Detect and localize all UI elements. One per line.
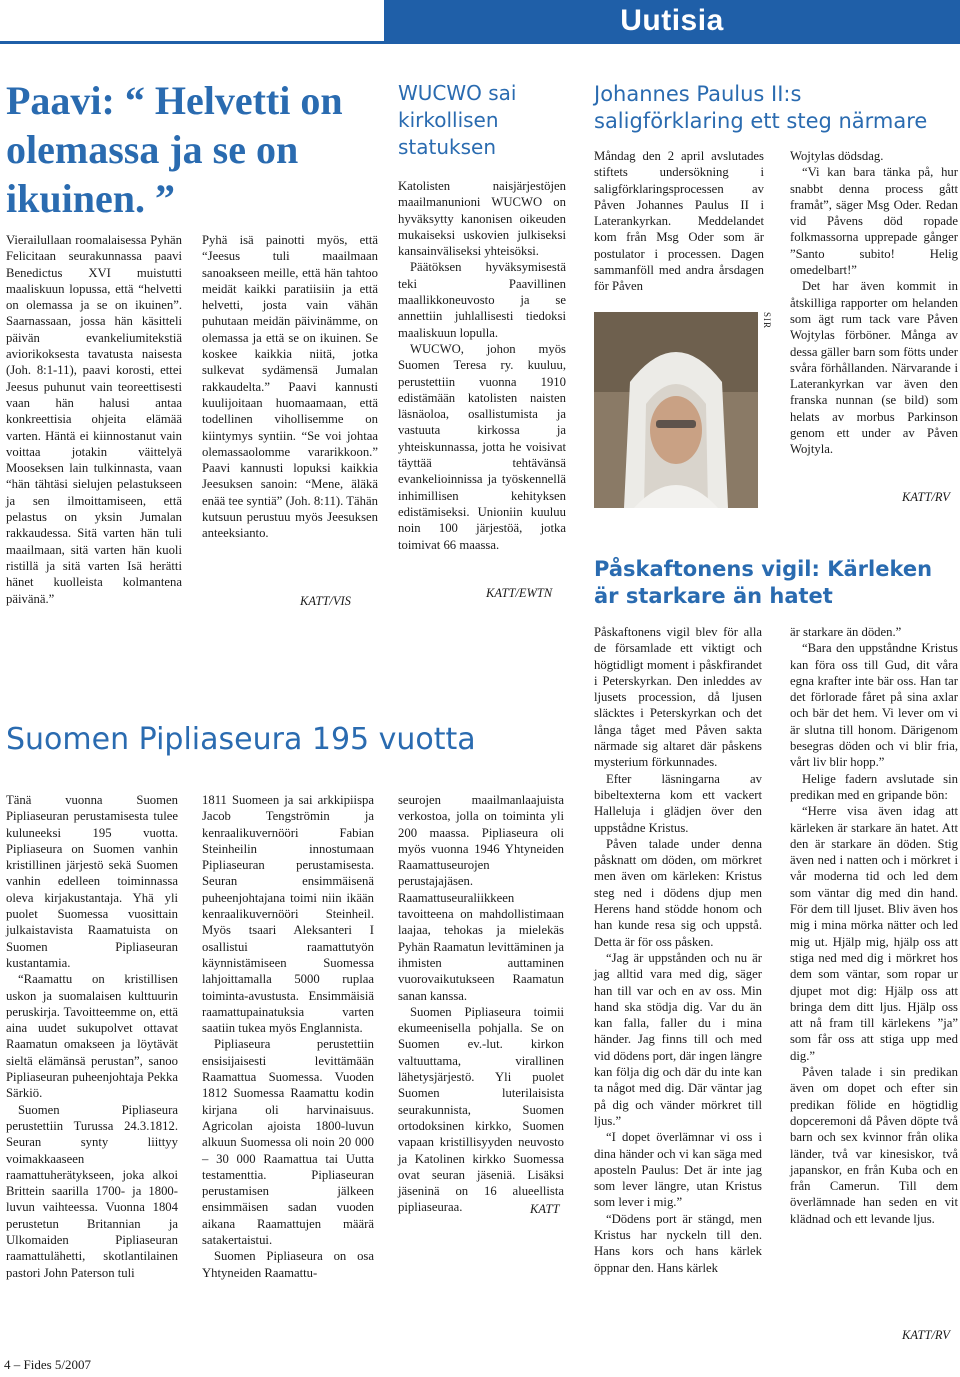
paskafton-signature: KATT/RV xyxy=(902,1328,950,1342)
pipliaseura-col2 xyxy=(202,792,374,1281)
pipliaseura-col2-p1: 1811 Suomeen ja sai arkkipiispa Jacob Tengströmin ja kenraalikuvernööri Fabian Steinheilin innostumaan Pipliaseuran perustamisesta. Seuran ensimmäisenä puheenjohtajana toimi niin ikään kenraalikuvernööri Steinheil. Myös tsaari Aleksanteri I osallistui raamattutyön käynnistämiseen Suomessa lahjoittamalla 5000 ruplaa toiminta-avustusta. Ensimmäisiä raamattupainatuksia varten saatiin tukea myös Englannista. xyxy=(202,793,374,1036)
johannes-headline: Johannes Paulus II:s saligförklaring ett steg närmare xyxy=(594,82,928,133)
page-footer: 4 – Fides 5/2007 xyxy=(4,1357,92,1372)
nun-photo xyxy=(594,312,758,508)
paskafton-col1-p5: “I dopet överlämnar vi oss i dina händer och vi kan säga med aposteln Paulus: Det är inte jag som lever längre, utan Kristus som lever i mig.” xyxy=(594,1130,762,1210)
nun-photo-image xyxy=(594,312,758,508)
paskafton-col1-p3: Påven talade under denna påsknatt om döden, om mörkret men även om kärleken: Kristus steg ned i dödens djup men Herens hand stödde honom och han kunde resa sig och uppstå. Detta är för oss påsken. xyxy=(594,836,762,949)
paavi-col2-p1: Pyhä isä painotti myös, että “Jeesus tuli maailmaan sanoakseen meille, että hän tahtoo meidät kaikki paratiisiin ja että helvetti, josta vain vähän puhutaan meidän päivinämme, on olemassa ja että se on ikuinen. Se koskee kaikkia niitä, jotka sulkevat sydämensä Jumalan rakkaudelta.” Paavi kannusti kuulijoitaan huomaamaan, että todellinen vihollisemme on kiintymys syntiin. “Se voi johtaa olemassaolomme vararikkoon.” Paavi kannusti lopuksi kaikkia Jeesuksen sanoin: “Mene, äläkä enää tee syntiä” (Joh. 8:11). Tähän kutsuun perustuu myös Jeesuksen anteeksianto. xyxy=(202,233,378,541)
johannes-signature: KATT/RV xyxy=(902,490,950,504)
paskafton-col2-p2: “Bara den uppståndne Kristus kan föra oss till Gud, dit våra egna krafter inte bär oss. Han tar det förlorade fåret på sina axlar och bär det hem. Vi lever om vi är slutna till honom. Därigenom besegras döden och vi blir fria, vårt liv blir hopp.” xyxy=(790,641,958,770)
paskafton-col1-p6: “Dödens port är stängd, men Kristus har nyckeln till den. Hans kors och hans kärlek öppnar den. Hans kärlek xyxy=(594,1211,762,1275)
pipliaseura-signature: KATT xyxy=(530,1202,560,1216)
pipliaseura-headline: Suomen Pipliaseura 195 vuotta xyxy=(6,722,476,757)
paskafton-col2-p1: är starkare än döden.” xyxy=(790,625,902,639)
johannes-col1-p1: Måndag den 2 april avslutades stiftets undersökning i saligförklaringsprocessen av Påven Johannes Paulus II i Laterankyrkan. Meddelandet kom från Msg Oder som är postulator i processen. Dagen sammanföll med andra årsdagen för Påven xyxy=(594,149,764,294)
johannes-col2-p2: “Vi kan bara tänka på, hur snabbt denna process gått framåt”, säger Msg Oder. Redan vid Påvens död ropade folkmassorna upprepade gånger ”Santo subito! Helig omedelbart!” xyxy=(790,165,958,278)
paskafton-headline: Påskaftonens vigil: Kärleken är starkare än hatet xyxy=(594,557,933,608)
johannes-col2-p1: Wojtylas dödsdag. xyxy=(790,149,884,163)
wucwo-p1: Katolisten naisjärjestöjen maailmanunioni WUCWO on hyväksytty kanonisen oikeuden mukaiseksi uskovien julkiseksi kansainväliseksi yhteisöksi. xyxy=(398,179,566,259)
paskafton-col2-p5: Påven talade i sin predikan även om dopet och efter sin predikan fölide en högtidlig dopceremoni då Påven döpte två barn och sex kvinnor från olika länder, två var kinesiskor, två japanskor, en från Kuba och en från Camerun. Till dem överlämnade han seden en vit klädnad och ett levande ljus. xyxy=(790,1065,958,1226)
top-rule xyxy=(0,41,960,44)
pipliaseura-col2-p3: Suomen Pipliaseura on osa Yhtyneiden Raamattu- xyxy=(202,1249,374,1280)
paavi-signature: KATT/VIS xyxy=(300,594,351,608)
pipliaseura-col1-p3: Suomen Pipliaseura perustettiin Turussa 24.3.1812. Seuran synty liittyy voimakkaaseen raamattuherätykseen, joka alkoi Brittein saarilla 1700- ja 1800-luvun vaihteessa. Vuonna 1804 perustetun Britannian ja Ulkomaiden Pipliaseuran raamattulähetti, skotlantilainen pastori John Paterson tuli xyxy=(6,1102,178,1280)
pipliaseura-col1-p2: “Raamattu on kristillisen uskon ja suomalaisen kulttuurin peruskirja. Tavoitteemme on, että aina uudet sukupolvet ottavat Raamatun omakseen ja löytävät sieltä elämänsä perustan”, sanoo Pipliaseuran puheenjohtaja Pekka Särkiö. xyxy=(6,972,178,1101)
paavi-col1 xyxy=(6,232,182,607)
paavi-headline: Paavi: “ Helvetti on olemassa ja se on ikuinen. ” xyxy=(6,78,343,221)
photo-credit: SIR xyxy=(762,312,772,330)
paskafton-col1 xyxy=(594,624,762,1276)
pipliaseura-col3-p2: Suomen Pipliaseura toimii ekumeenisella pohjalla. Se on Suomen ev.-lut. kirkon valtuuttama, virallinen lähetysjärjestö. Yli puolet Suomen luterilaisista seurakunnista, Suomen ortodoksinen kirkko, Suomen vapaan kristillisyyden neuvosto ja Katolinen kirkko Suomessa ovat seuran jäseniä. Lisäksi jäseninä on 16 alueellista pipliaseuraa. xyxy=(398,1004,564,1215)
pipliaseura-col3 xyxy=(398,792,564,1216)
section-label: Uutisia xyxy=(620,4,724,37)
paskafton-col1-p2: Efter läsningarna av bibeltexterna kom ett vackert Halleluja i glädjen över den uppstådne Kristus. xyxy=(594,771,762,835)
paavi-col1-p1: Vierailullaan roomalaisessa Pyhän Felicitaan seurakunnassa paavi Benedictus XVI muistutti maaliskuun lopussa, että “helvetti on olemassa ja se on ikuinen”. Saarnassaan, jossa hän käsitteli päivän evankeliumitekstiä aviorikoksesta tavatusta naisesta (Joh. 8:1-11), paavi korosti, ettei Jeesus puhunut vain teoreettisesti vaan hän halusi antaa konkreettisia ohjeita elämää varten. Häntä ei kiinnostanut vain voittaa jotakin väittelyä Mooseksen lain tulkinnasta, vaan “hän tähtäsi sielujen pelastukseen ja sen ilmoittamiseen, että pelastus on yksin Jumalan rakkaudessa. Sitä varten hän tuli maailmaan, sitä varten hän kuoli ristillä ja sitä varten Isä herätti hänet kuolleista kolmantena päivänä.” xyxy=(6,233,182,606)
pipliaseura-col3-p1: seurojen maailmanlaajuista verkostoa, jolla on toiminta yli 200 maassa. Pipliaseura oli myös vuonna 1946 Yhtyneiden Raamattuseurojen perustajajäsen. Raamattuseuraliikkeen tavoitteena on mahdollistimaan laajaa, tehokas ja mielekäs Pyhän Raamatun levittäminen ja ihmisten auttaminen vuorovaikutukseen Raamatun sanan kanssa. xyxy=(398,793,564,1003)
pipliaseura-col1 xyxy=(6,792,178,1281)
wucwo-headline: WUCWO sai kirkollisen statuksen xyxy=(398,81,517,159)
wucwo-body xyxy=(398,178,566,553)
johannes-col2-p3: Det har även kommit in åtskilliga rapporter om helanden som ägt rum tack vare Påven Wojtylas förböner. Många av dessa gäller barn som fötts under svåra förhållanden. Närvarande i Laterankyrkan var även den franska nunnan (se bild) som helats av morbus Parkinson genom ett under av Påven Wojtyla. xyxy=(790,279,958,457)
paskafton-col1-p4: “Jag är uppstånden och nu är jag alltid vara med dig, säger han till var och en av oss. Min hand ska stödja dig. Var du än kan falla, faller du i mina händer. Jag finns till och med vid dödens port, där ingen längre kan följa dig och där du inte kan ta något med dig. Där väntar jag på dig och vänder mörkret till ljus.” xyxy=(594,950,762,1128)
paskafton-col1-p1: Påskaftonens vigil blev för alla de församlade ett viktigt och högtidligt moment i påskfirandet i Peterskyrkan. Den inleddes av ljusets procession, då ljusen släcktes i Peterskyrkan och det långa tåget med Påven sakta närmade sig altaret där påskens mysterium förkunnades. xyxy=(594,625,762,770)
paskafton-col2 xyxy=(790,624,958,1227)
paavi-col2 xyxy=(202,232,378,542)
wucwo-signature: KATT/EWTN xyxy=(486,586,553,600)
wucwo-p3: WUCWO, johon myös Suomen Teresa ry. kuuluu, perustettiin vuonna 1910 edistämään katolisten naisten läsnäoloa, osallistumista ja vastuuta kirkossa ja yhteiskunnassa, jotta he voisivat täyttää tehtävänsä evankelioinnissa ja työskennellä inhimillisen kehityksen edistämiseksi. Unioniin kuuluu noin 100 järjestöä, jotka toimivat 66 maassa. xyxy=(398,341,566,552)
section-tab xyxy=(384,0,960,44)
wucwo-p2: Päätöksen hyväksymisestä teki Paavillinen maallikkoneuvosto ja se annettiin juhlallisesti tiedoksi maaliskuun lopulla. xyxy=(398,260,566,340)
johannes-col2 xyxy=(790,148,958,458)
pipliaseura-col2-p2: Pipliaseura perustettiin ensisijaisesti levittämään Raamattua Suomessa. Vuoden 1812 Suomessa Raamattu kodin kirjana oli harvinaisuus. Agricolan ajoista 1800-luvun alkuun Suomessa oli noin 20 000 – 30 000 Raamattua tai Uutta testamenttia. Pipliaseuran perustamisen jälkeen ensimmäisen sadan vuoden aikana Raamattujen määrä satakertaistui. xyxy=(202,1037,374,1248)
johannes-col1 xyxy=(594,148,764,295)
paskafton-col2-p3: Helige fadern avslutade sin predikan med en gripande bön: xyxy=(790,771,958,802)
pipliaseura-col1-p1: Tänä vuonna Suomen Pipliaseuran perustamisesta tulee kuluneeksi 195 vuotta. Pipliaseura on Suomen vanhin kristillinen järjestö sekä Suomen vanhin edelleen toiminnassa oleva kirjakustantaja. Yhä yli puolet Suomessa vuosittain julkaistavista Raamatuista on Suomen Pipliaseuran kustantamia. xyxy=(6,793,178,970)
paskafton-col2-p4: “Herre visa även idag att kärleken är starkare än hatet. Att den är starkare än döden. Stig även ned i natten och i mörkret i vår moderna tid och led dem som väntar dig med din hand. För dem till ljuset. Bliv även hos mig i mina mörka nätter och led mig ut. Hjälp mig, hjälp oss att stiga ned med dig i mörkret hos dem som väntar, som ropar ur djupet mot dig: Hjälp oss att bringa dem ditt ljus. Hjälp oss att nå fram till kärlekens ”ja” som får oss att stiga upp med dig.” xyxy=(790,804,958,1063)
